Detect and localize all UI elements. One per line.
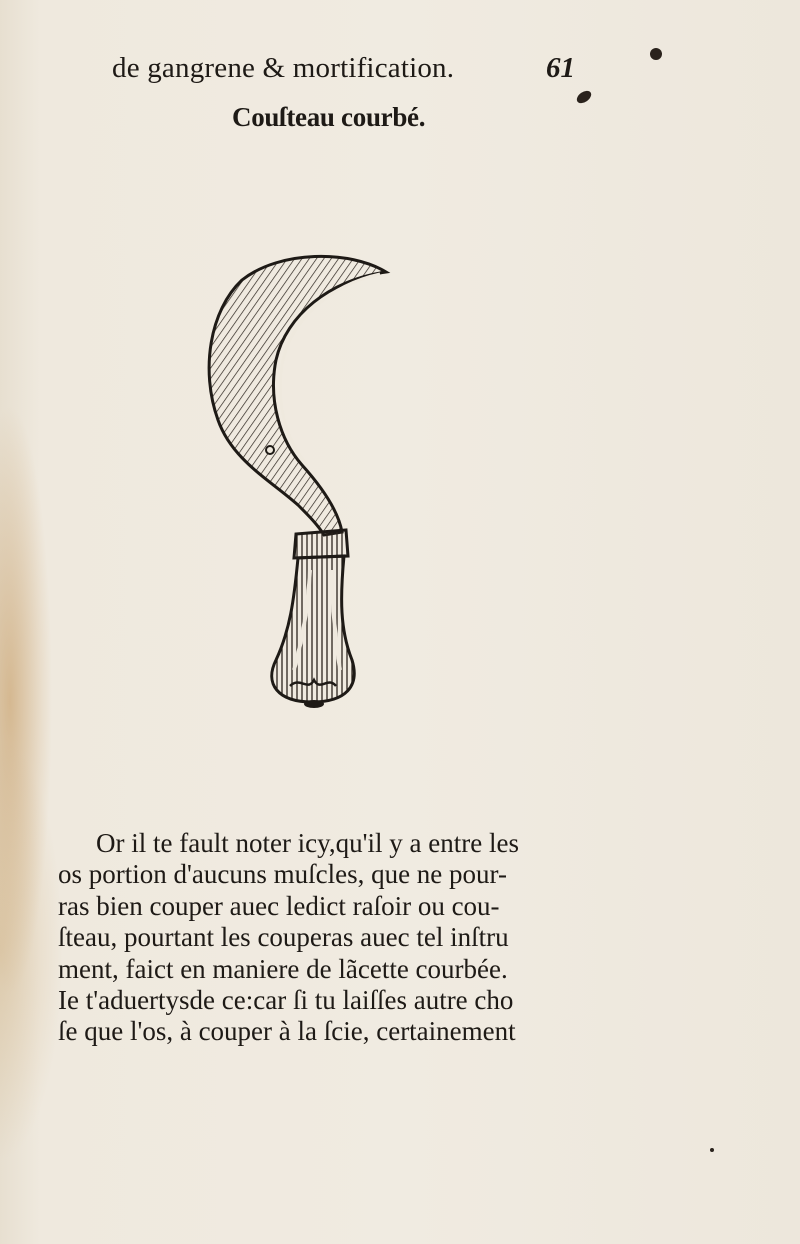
knife-blade [209, 256, 386, 535]
text-line: ment, faict en maniere de lãcette courbée. [58, 953, 508, 984]
ink-blot [710, 1148, 714, 1152]
text-line: os portion d'aucuns muſcles, que ne pour- [58, 859, 507, 890]
knife-ferrule [294, 530, 348, 558]
text-line: ras bien couper auec ledict raſoir ou cou- [58, 890, 500, 921]
page-number: 61 [546, 52, 575, 84]
text-line: ſteau, pourtant les couperas auec tel inſtru [58, 922, 509, 953]
show-through-text [60, 110, 66, 138]
text-line: Ie t'aduertysde ce:car ſi tu laiſſes autre cho [58, 985, 514, 1016]
page-header [112, 52, 592, 92]
body-paragraph [58, 828, 598, 1048]
figure-caption: Couſteau courbé. [232, 102, 426, 132]
text-line: ſe que l'os, à couper à la ſcie, certainement [58, 1016, 516, 1047]
ink-blot [650, 48, 662, 60]
running-head: de gangrene & mortification. [112, 52, 455, 84]
text-line: Or il te fault noter icy,qu'il y a entre les [96, 828, 519, 858]
curved-knife-woodcut-illustration [190, 240, 410, 720]
